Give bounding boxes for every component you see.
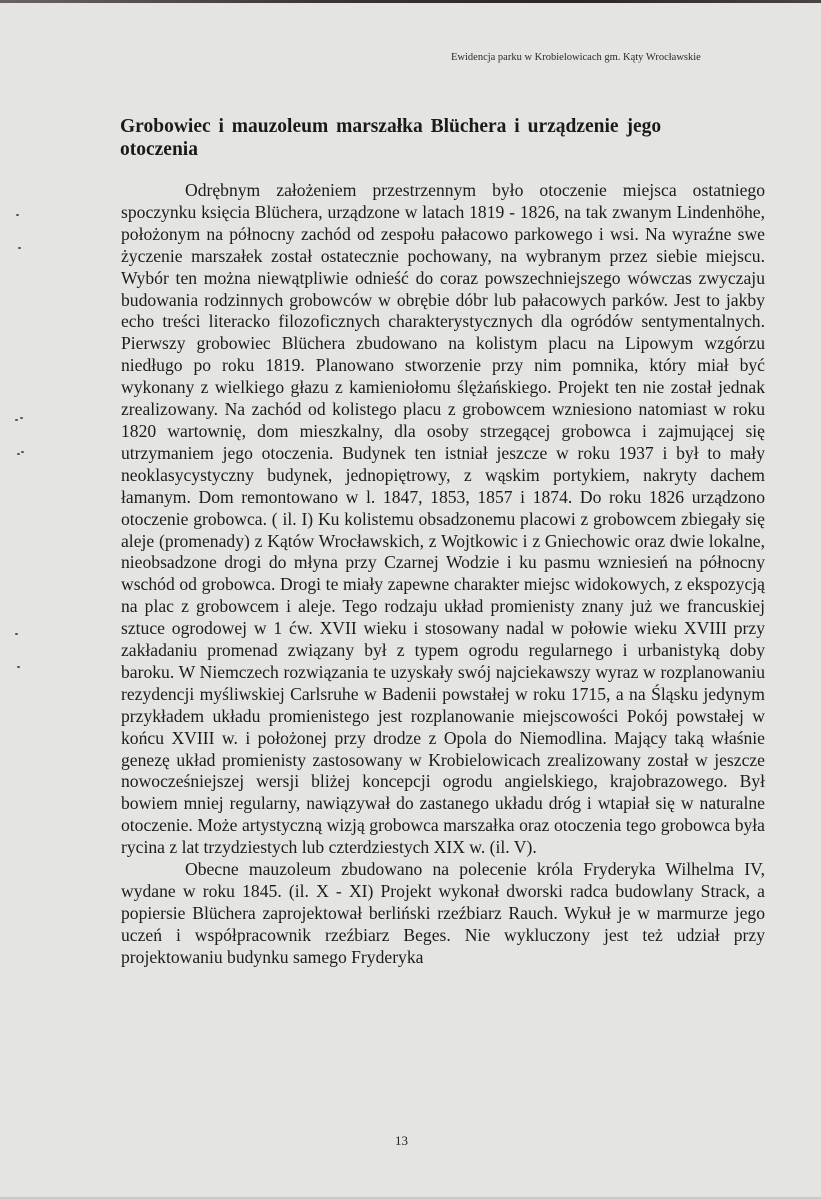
paragraph-2: Obecne mauzoleum zbudowano na polecenie króla Fryderyka Wilhelma IV, wydane w roku 1845. (il. X - XI) Projekt wykonał dworski radca budowlany Strack, a popiersie Blüchera zaprojektował berliński rzeźbiarz Rauch. Wykuł je w marmurze jego uczeń i współpracownik rzeźbiarz Beges. Nie wykluczony jest też udział przy projektowaniu budynku samego Fryderyka: [121, 859, 765, 967]
scan-speck: [21, 451, 24, 453]
running-header: Ewidencja parku w Krobielowicach gm. Kąty Wrocławskie: [451, 52, 701, 63]
section-title: Grobowiec i mauzoleum marszałka Blüchera i urządzenie jego otoczenia: [120, 116, 662, 160]
scan-speck: [16, 214, 19, 216]
scan-speck: [17, 453, 20, 455]
paragraph-1: Odrębnym założeniem przestrzennym było otoczenie miejsca ostatniego spoczynku księcia Blüchera, urządzone w latach 1819 - 1826, na tak zwanym Lindenhöhe, położonym na północny zachód od zespołu pałacowo parkowego i wsi. Na wyraźne swe życzenie marszałek został ostatecznie pochowany, na wybranym przez siebie miejscu. Wybór ten można niewątpliwie odnieść do coraz powszechniejszego wówczas zwyczaju budowania rodzinnych grobowców w obrębie dóbr lub pałacowych parków. Jest to jakby echo treści literacko filozoficznych charakterystycznych dla ogródów sentymentalnych. Pierwszy grobowiec Blüchera zbudowano na kolistym placu na Lipowym wzgórzu niedługo po roku 1819. Planowano stworzenie przy nim pomnika, który miał być wykonany z wielkiego głazu z kamieniołomu ślężańskiego. Projekt ten nie został jednak zrealizowany. Na zachód od kolistego placu z grobowcem wzniesiono natomiast w roku 1820 wartownię, dom mieszkalny, dla osoby strzegącej grobowca i zajmującej się utrzymaniem jego otoczenia. Budynek ten istniał jeszcze w roku 1937 i był to mały neoklasycystyczny budynek, jednopiętrowy, z wąskim portykiem, nakryty dachem łamanym. Dom remontowano w l. 1847, 1853, 1857 i 1874. Do roku 1826 urządzono otoczenie grobowca. ( il. I) Ku kolistemu obsadzonemu placowi z grobowcem zbiegały się aleje (promenady) z Kątów Wrocławskich, z Wojtkowic i z Gniechowic oraz dwie lokalne, nieobsadzone drogi do młyna przy Czarnej Wodzie i ku pasmu wzniesień na północny wschód od grobowca. Drogi te miały zapewne charakter miejsc widokowych, z ekspozycją na plac z grobowcem i aleje. Tego rodzaju układ promienisty znany już we francuskiej sztuce ogrodowej w 1 ćw. XVII wieku i stosowany nadal w połowie wieku XVIII przy zakładaniu promenad związany był z typem ogrodu regularnego i urbanistyką doby baroku. W Niemczech rozwiązania te uzyskały swój najciekawszy wyraz w rozplanowaniu rezydencji myśliwskiej Carlsruhe w Badenii powstałej w roku 1715, a na Śląsku jedynym przykładem układu promienistego jest rozplanowanie miejscowości Pokój powstałej w końcu XVIII w. i położonej przy drodze z Opola do Niemodlina. Mający taką właśnie genezę układ promienisty zastosowany w Krobielowicach zrealizowany został w jeszcze nowocześniejszej wersji bliżej koncepcji ogrodu angielskiego, krajobrazowego. Był bowiem mniej regularny, nawiązywał do zastanego układu dróg i wtapiał się w naturalne otoczenie. Może artystyczną wizją grobowca marszałka oraz otoczenia tego grobowca była rycina z lat trzydziestych lub czterdziestych XIX w. (il. V).: [121, 180, 765, 858]
scan-speck: [18, 247, 21, 249]
scan-top-edge: [0, 0, 821, 3]
body-text: [121, 180, 765, 969]
scan-speck: [20, 417, 23, 419]
page-number: 13: [395, 1133, 408, 1148]
scan-speck: [15, 419, 18, 421]
scan-speck: [17, 666, 20, 668]
scan-speck: [15, 633, 18, 635]
